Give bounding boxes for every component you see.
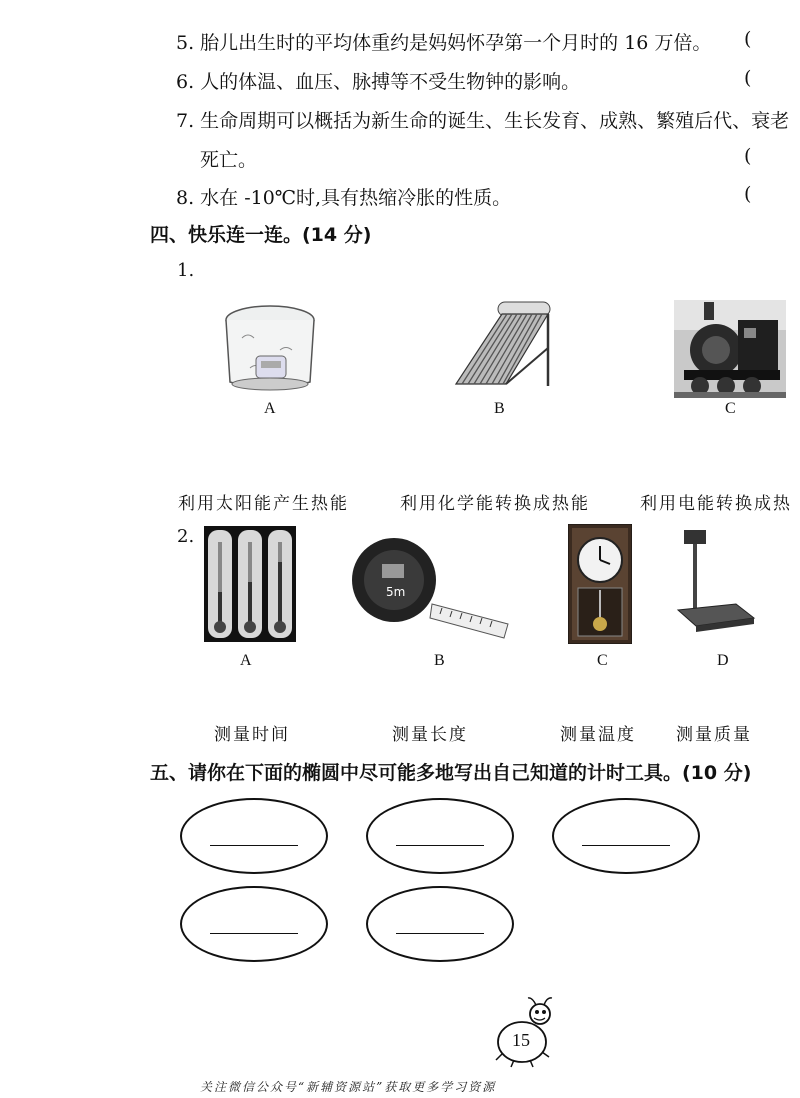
label-chemical: 利用化学能转换成热能: [400, 494, 590, 514]
answer-ellipse[interactable]: [180, 798, 328, 874]
pendulum-clock-icon: [568, 524, 632, 648]
page-number: 15: [512, 1030, 530, 1050]
image-letter: C: [725, 400, 736, 417]
answer-ellipse[interactable]: [366, 798, 514, 874]
thermometers-icon: [204, 526, 296, 646]
image-letter: D: [717, 652, 729, 669]
answer-ellipse[interactable]: [180, 886, 328, 962]
section-4-title: 四、快乐连一连。(14 分): [150, 224, 372, 246]
image-letter: B: [494, 400, 505, 417]
image-letter: A: [264, 400, 276, 417]
label-temperature: 测量温度: [560, 725, 636, 745]
answer-paren-5[interactable]: (: [744, 28, 752, 50]
tape-measure-icon: [352, 532, 512, 646]
answer-paren-6[interactable]: (: [744, 67, 752, 89]
rice-cooker-icon: [220, 298, 320, 398]
question-1-number: 1.: [177, 260, 195, 281]
answer-line[interactable]: [396, 933, 484, 934]
platform-scale-icon: [676, 528, 756, 638]
item-7: 7. 生命周期可以概括为新生命的诞生、生长发育、成熟、繁殖后代、衰老: [176, 110, 790, 132]
label-mass: 测量质量: [676, 725, 752, 745]
answer-paren-8[interactable]: (: [744, 183, 752, 205]
answer-line[interactable]: [210, 933, 298, 934]
answer-paren-7[interactable]: (: [744, 145, 752, 167]
solar-water-heater-icon: [448, 298, 556, 398]
steam-locomotive-icon: [674, 300, 786, 402]
question-2-number: 2.: [177, 526, 195, 547]
answer-ellipse[interactable]: [366, 886, 514, 962]
answer-line[interactable]: [582, 845, 670, 846]
label-electric: 利用电能转换成热: [640, 494, 792, 514]
item-7-continued: 死亡。: [200, 149, 258, 171]
image-letter: B: [434, 652, 445, 669]
answer-line[interactable]: [210, 845, 298, 846]
item-5: 5. 胎儿出生时的平均体重约是妈妈怀孕第一个月时的 16 万倍。: [176, 32, 712, 54]
label-length: 测量长度: [392, 725, 468, 745]
image-letter: A: [240, 652, 252, 669]
item-8: 8. 水在 -10℃时,具有热缩冷胀的性质。: [176, 187, 512, 209]
section-5-title: 五、请你在下面的椭圆中尽可能多地写出自己知道的计时工具。(10 分): [150, 762, 752, 784]
tape-measure-size: 5m: [386, 585, 406, 599]
answer-line[interactable]: [396, 845, 484, 846]
image-letter: C: [597, 652, 608, 669]
answer-ellipse[interactable]: [552, 798, 700, 874]
label-solar: 利用太阳能产生热能: [178, 494, 349, 514]
label-time: 测量时间: [214, 725, 290, 745]
footer-note: 关注微信公众号“新辅资源站”获取更多学习资源: [200, 1080, 497, 1094]
item-6: 6. 人的体温、血压、脉搏等不受生物钟的影响。: [176, 71, 581, 93]
